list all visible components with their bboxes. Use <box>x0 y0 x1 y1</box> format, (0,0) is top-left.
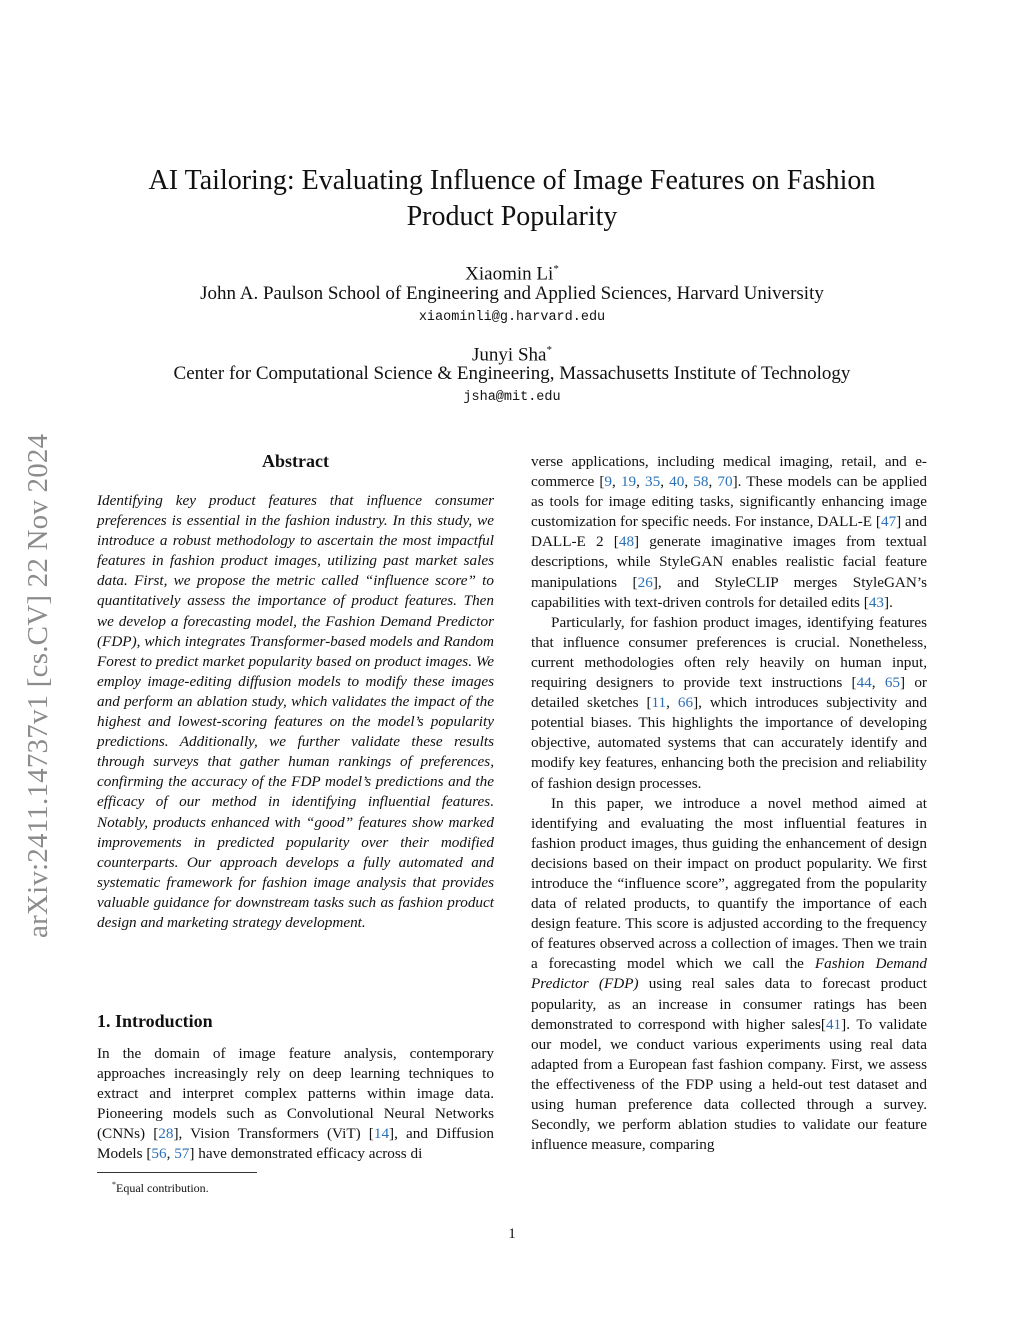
citation-link[interactable]: 66 <box>677 694 694 712</box>
citation-link[interactable]: 26 <box>637 573 653 591</box>
introduction-paragraph-2: Particularly, for fashion product images, identifying features that influence consumer preferences is crucial. Nonetheless, current methodologies often rely heavily on human input, requiring designers to provide text instructions [44, 65] or detailed sketches [11, 66], which introduces subjectivity and potential biases. This highlights the importance of developing objective, automated systems that can accurately identify and modify key features, enhancing both the precision and reliability of fashion design processes. <box>531 613 927 792</box>
citation-link[interactable]: 14 <box>373 1125 390 1143</box>
equal-contribution-mark: * <box>553 263 559 275</box>
equal-contribution-mark: * <box>546 344 552 356</box>
abstract-heading: Abstract <box>262 451 329 471</box>
author-1-email[interactable]: xiaominli@g.harvard.edu <box>418 310 606 325</box>
citation-link[interactable]: 40 <box>669 473 685 491</box>
footnote <box>112 1178 209 1195</box>
footnote-text: Equal contribution. <box>116 1181 209 1195</box>
citation-link[interactable]: 35 <box>645 473 661 491</box>
citation-link[interactable]: 43 <box>868 593 885 611</box>
paper-title <box>100 163 924 235</box>
footnote-rule <box>97 1172 257 1173</box>
author-2-email[interactable]: jsha@mit.edu <box>463 390 561 405</box>
citation-link[interactable]: 19 <box>620 473 637 491</box>
abstract-text: Identifying key product features that influence consumer preferences is essential in the fashion industry. In this study, we introduce a robust methodology to ascertain the most impactful features in fashion product images, utilizing past market sales data. First, we propose the metric called “influence score” to quantitatively assess the importance of product features. Then we develop a forecasting model, the Fashion Demand Predictor (FDP), which integrates Transformer-based models and Random Forest to predict market popularity based on product images. We employ image-editing diffusion models to modify these images and perform an ablation study, which validates the impact of the highest and lowest-scoring features on the model’s popularity predictions. Additionally, we further validate these results through surveys that gather human rankings of preferences, confirming the accuracy of the FDP model’s predictions and the efficacy of our method in identifying influential features. Notably, products enhanced with “good” features show marked improvements in predicted popularity over their modified counterparts. Our approach develops a fully automated and systematic framework for fashion image analysis that provides valuable guidance for downstream tasks such as fashion product design and marketing strategy development. <box>97 492 494 931</box>
citation-link[interactable]: 28 <box>158 1125 174 1143</box>
citation-link[interactable]: 44 <box>856 674 872 692</box>
author-1-affiliation: John A. Paulson School of Engineering and Applied Sciences, Harvard University <box>200 283 824 304</box>
author-2-affiliation: Center for Computational Science & Engineering, Massachusetts Institute of Technology <box>173 363 851 384</box>
title-line-2: Product Popularity <box>406 201 618 232</box>
page-number: 1 <box>508 1226 516 1242</box>
citation-link[interactable]: 9 <box>604 473 613 491</box>
citation-link[interactable]: 48 <box>618 533 635 551</box>
fdp-term: Fashion Demand Predictor (FDP) <box>531 955 927 993</box>
right-column <box>531 452 927 1155</box>
title-line-1: AI Tailoring: Evaluating Influence of Image Features on Fashion <box>148 165 876 196</box>
author-name: Junyi Sha <box>472 344 547 366</box>
footnote-mark: * <box>112 1180 116 1189</box>
introduction-paragraph-1: In the domain of image feature analysis, contemporary approaches increasingly rely on deep learning techniques to extract and interpret complex patterns within image data. Pioneering models such as Convolutional Neural Networks (CNNs) [28], Vision Transformers (ViT) [14], and Diffusion Models [56, 57] have demonstrated efficacy across di <box>97 1045 494 1163</box>
citation-link[interactable]: 57 <box>174 1145 190 1163</box>
citation-link[interactable]: 41 <box>825 1015 842 1033</box>
citation-link[interactable]: 70 <box>717 473 733 491</box>
citation-link[interactable]: 56 <box>151 1145 167 1163</box>
introduction-heading: 1. Introduction <box>97 1011 213 1031</box>
author-name: Xiaomin Li <box>465 263 554 285</box>
citation-link[interactable]: 65 <box>884 674 901 692</box>
introduction-paragraph-3: In this paper, we introduce a novel method aimed at identifying and evaluating the most influential features in fashion product images, thus guiding the enhancement of design decisions based on their impact on product popularity. We first introduce the “influence score”, aggregated from the popularity data of related products, to quantify the importance of each design feature. This score is adjusted according to the frequency of features observed across a collection of images. Then we train a forecasting model which we call the Fashion Demand Predictor (FDP) using real sales data to forecast product popularity, as an increase in consumer ratings has been demonstrated to correspond with higher sales[41]. To validate our model, we conduct various experiments using real data adapted from a European fast fashion company. First, we assess the effectiveness of the FDP using a held-out test dataset and using human preference data collected through a survey. Secondly, we perform ablation studies to validate our feature influence measure, comparing <box>531 794 927 1154</box>
arxiv-identifier: arXiv:2411.14737v1 [cs.CV] 22 Nov 2024 <box>22 433 54 938</box>
citation-link[interactable]: 47 <box>880 513 897 531</box>
citation-link[interactable]: 11 <box>651 694 667 712</box>
citation-link[interactable]: 58 <box>693 473 709 491</box>
introduction-paragraph-1-continued: verse applications, including medical imaging, retail, and e-commerce [9, 19, 35, 40, 58, 70]. These models can be applied as tools for image editing tasks, significantly enhancing image customization for specific needs. For instance, DALL-E [47] and DALL-E 2 [48] generate imaginative images from textual descriptions, while StyleGAN enables realistic facial feature manipulations [26], and StyleCLIP merges StyleGAN’s capabilities with text-driven controls for detailed edits [43]. <box>531 453 928 611</box>
